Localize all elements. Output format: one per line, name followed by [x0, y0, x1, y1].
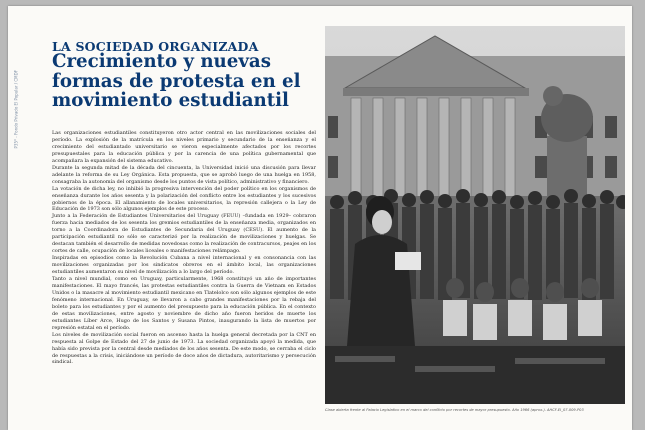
body-text — [52, 130, 316, 366]
paragraph: Durante la segunda mitad de la década del cincuenta, la Universidad inició una discusión para llevar adelante la reforma de su Ley Orgánica. Esta propuesta, que se aprobó luego de una huelga en 1958, consagraba la autonomía del organismo desde los puntos de vista político, administrativo y financiero. — [52, 164, 316, 185]
photo-illustration — [325, 26, 625, 404]
paragraph: Inspiradas en episodios como la Revolución Cubana a nivel internacional y en consonancia con las movilizaciones organizadas por los sindicatos obreros en el ámbito local, las organizaciones estudiantiles aumentaron su nivel de movilización a lo largo del período. — [52, 255, 316, 276]
paragraph: La votación de dicha ley, no inhibió la progresiva intervención del poder político en los organismos de enseñanza durante los años sesenta y la polarización del conflicto entre los estudiantes y los sucesivos gobiernos de la época. El allanamiento de locales universitarios, la represión callejera o la Ley de Educación de 1973 son sólo algunos ejemplos de este proceso. — [52, 185, 316, 213]
historical-photo — [325, 26, 625, 404]
document-page — [8, 6, 632, 430]
credit-text: P35* - Fondo Privado El Popular / CMDF — [13, 70, 19, 149]
side-credit — [8, 6, 22, 166]
paragraph: Tanto a nivel mundial, como en Uruguay, particularmente, 1968 constituyó un año de importantes manifestaciones. El mayo francés, las protestas estudiantiles contra la Guerra de Vietnam en Estados Unidos o la masacre al movimiento estudiantil mexicano en Tlatelolco son sólo algunos ejemplos de este fenómeno internacional. En Uruguay, se llevaron a cabo grandes manifestaciones por la rebaja del boleto para los estudiantes y por el aumento del presupuesto para la educación pública. En el contexto de estas movilizaciones, entre agosto y noviembre de dicho año fueron heridos de muerte los estudiantes Líber Arce, Hugo de los Santos y Susana Pintos, inaugurando la lista de muertos por represión estatal en el período. — [52, 276, 316, 331]
photo-caption: Clase abierta frente al Palacio Legislativo en el marco del conflicto por recortes de mayor presupuesto. Año 1966 (aprox.). AHCF-EI_07-009-P03 — [325, 408, 584, 412]
section-label: LA SOCIEDAD ORGANIZADA — [52, 39, 259, 54]
paragraph: Los niveles de movilización social fueron en ascenso hasta la huelga general decretada por la CNT en respuesta al Golpe de Estado del 27 de junio de 1973. La sociedad organizada apoyó la medida, que había sido prevista por la central desde mediados de los años sesenta. De este modo, se cerraba el ciclo de respuestas a la crisis, iniciándose un período de doce años de dictadura, autoritarismo y persecución sindical. — [52, 331, 316, 366]
paragraph: Las organizaciones estudiantiles constituyeron otro actor central en las movilizaciones sociales del período. La explosión de la matrícula en los niveles primario y secundario de la enseñanza y el crecimiento del estudiantado universitario se vieron especialmente afectados por los recortes presupuestales para la educación pública y por la carencia de una política gubernamental que acompañara la expansión del sistema educativo. — [52, 130, 316, 164]
paragraph: Junto a la Federación de Estudiantes Universitarios del Uruguay (FEUU) –fundada en 1929– cobraron fuerza hacia mediados de los sesenta los gremios estudiantiles de la enseñanza media, organizados en torno a la Coordinadora de Estudiantes de Secundaria del Uruguay (CESU). El aumento de la participación estudiantil no sólo se caracterizó por la realización de movilizaciones y huelgas. Se destacan también el desarrollo de medidas novedosas como la realización de contracursos, peajes en los cortes de calle, ocupación de locales liceales o manifestaciones relámpago. — [52, 213, 316, 255]
page-title: Crecimiento y nuevas formas de protesta en el movimiento estudiantil — [52, 51, 301, 111]
